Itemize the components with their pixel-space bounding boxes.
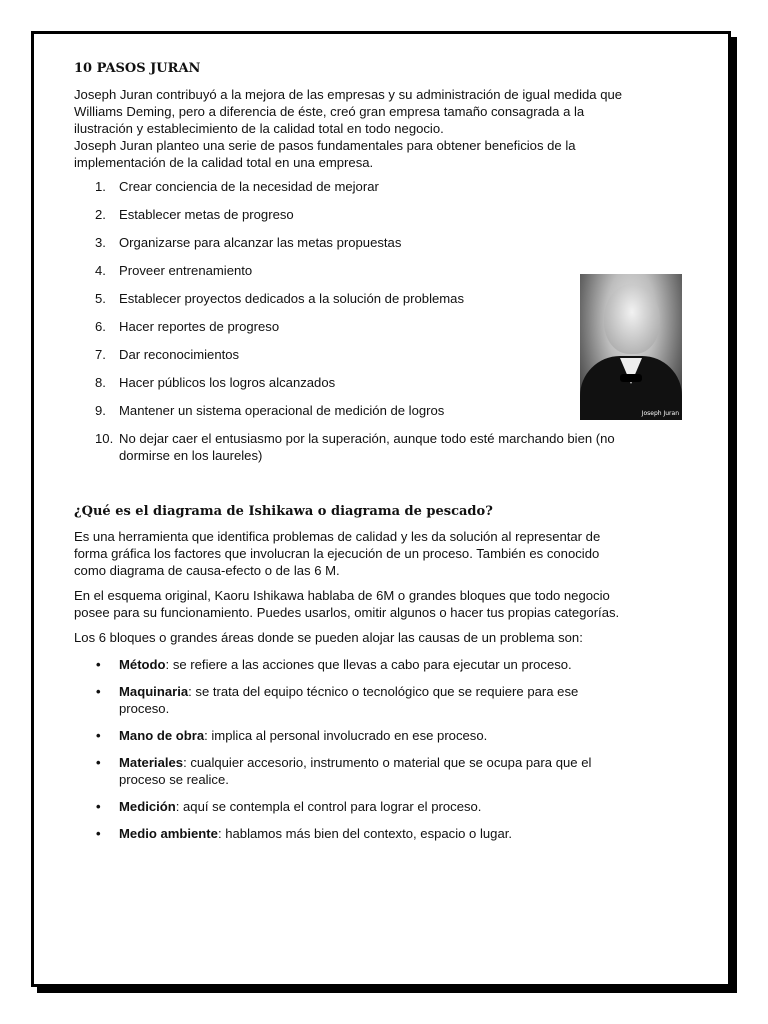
block-desc: : cualquier accesorio, instrumento o material que se ocupa para que el proceso se realice.	[119, 755, 592, 787]
bullet-icon: •	[96, 799, 101, 814]
list-item	[74, 656, 629, 673]
list-item	[74, 402, 639, 419]
step-number: 4.	[95, 263, 106, 278]
block-desc: : aquí se contempla el control para lograr el proceso.	[175, 799, 482, 814]
block-term: Mano de obra	[119, 728, 205, 743]
step-number: 8.	[95, 375, 106, 390]
step-text: Hacer públicos los logros alcanzados	[119, 375, 336, 390]
step-number: 10.	[95, 431, 114, 446]
list-item	[74, 430, 639, 464]
list-item	[74, 798, 629, 815]
list-item	[74, 346, 639, 363]
step-text: Establecer metas de progreso	[119, 207, 294, 222]
six-m-list	[74, 656, 626, 842]
list-item	[74, 234, 639, 251]
block-term: Medición	[119, 799, 176, 814]
block-desc: : se refiere a las acciones que llevas a cabo para ejecutar un proceso.	[165, 657, 572, 672]
block-desc: : implica al personal involucrado en ese proceso.	[204, 728, 488, 743]
bullet-icon: •	[96, 755, 101, 770]
step-number: 2.	[95, 207, 106, 222]
step-text: Establecer proyectos dedicados a la solución de problemas	[119, 291, 465, 306]
step-number: 7.	[95, 347, 106, 362]
step-text: Organizarse para alcanzar las metas propuestas	[119, 235, 402, 250]
list-item	[74, 374, 639, 391]
step-number: 1.	[95, 179, 106, 194]
bullet-icon: •	[96, 728, 101, 743]
photo-caption: Joseph Juran	[641, 410, 679, 417]
juran-steps-list	[74, 178, 626, 464]
ishikawa-paragraph-1: Es una herramienta que identifica problemas de calidad y les da solución al representar de forma gráfica los factores que involucran la ejecución de un proceso. También es conocido como diagrama de causa-efecto o de las 6 M.	[74, 529, 601, 578]
ishikawa-paragraph-2: En el esquema original, Kaoru Ishikawa hablaba de 6M o grandes bloques que todo negocio posee para su funcionamiento. Puedes usarlos, omitir algunos o hacer tus propias categorías.	[74, 588, 620, 620]
section-title-juran: 10 PASOS JURAN	[74, 61, 201, 76]
step-text: Proveer entrenamiento	[119, 263, 253, 278]
step-text: Hacer reportes de progreso	[119, 319, 280, 334]
block-desc: : hablamos más bien del contexto, espacio o lugar.	[217, 826, 513, 841]
list-item	[74, 318, 639, 335]
list-item	[74, 754, 629, 788]
bullet-icon: •	[96, 826, 101, 841]
block-term: Método	[119, 657, 166, 672]
block-term: Materiales	[119, 755, 184, 770]
block-desc: : se trata del equipo técnico o tecnológico que se requiere para ese proceso.	[119, 684, 579, 716]
step-number: 3.	[95, 235, 106, 250]
list-item	[74, 178, 639, 195]
step-text: Crear conciencia de la necesidad de mejorar	[119, 179, 379, 194]
document-content	[74, 60, 626, 852]
section-title-ishikawa: ¿Qué es el diagrama de Ishikawa o diagrama de pescado?	[74, 504, 493, 519]
intro-paragraph-2: Joseph Juran planteo una serie de pasos fundamentales para obtener beneficios de la implementación de la calidad total en una empresa.	[74, 138, 576, 170]
bullet-icon: •	[96, 684, 101, 699]
step-text: No dejar caer el entusiasmo por la superación, aunque todo esté marchando bien (no dormirse en los laureles)	[119, 431, 615, 463]
step-text: Mantener un sistema operacional de medición de logros	[119, 403, 445, 418]
list-item	[74, 206, 639, 223]
list-item	[74, 825, 629, 842]
block-term: Maquinaria	[119, 684, 189, 699]
juran-portrait-photo	[580, 274, 682, 420]
list-item	[74, 290, 639, 307]
step-number: 9.	[95, 403, 106, 418]
list-item	[74, 683, 629, 717]
bullet-icon: •	[96, 657, 101, 672]
intro-paragraph-1: Joseph Juran contribuyó a la mejora de las empresas y su administración de igual medida que Williams Deming, pero a diferencia de éste, creó gran empresa tamaño consagrada a la ilustración y establecimiento de la calidad total en todo negocio.	[74, 87, 623, 136]
step-number: 5.	[95, 291, 106, 306]
list-item	[74, 262, 639, 279]
block-term: Medio ambiente	[119, 826, 218, 841]
step-text: Dar reconocimientos	[119, 347, 240, 362]
ishikawa-paragraph-3: Los 6 bloques o grandes áreas donde se pueden alojar las causas de un problema son:	[74, 630, 583, 645]
step-number: 6.	[95, 319, 106, 334]
bow-tie-icon	[620, 374, 642, 382]
list-item	[74, 727, 629, 744]
